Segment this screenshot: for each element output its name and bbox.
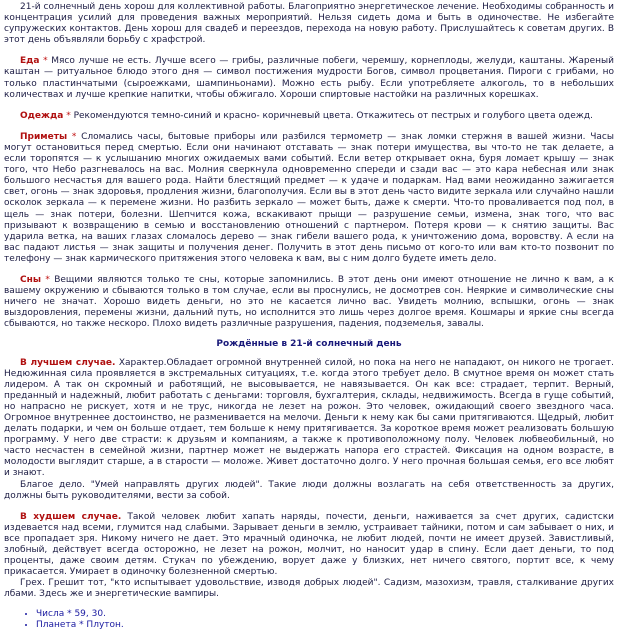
- omens-star: *: [71, 131, 77, 142]
- best-case-heading: В лучшем случае.: [20, 357, 116, 368]
- worst-case-paragraph: [4, 512, 614, 579]
- worst-case-text: Такой человек любит хапать наряды, почести, деньги, наживается за счет других, садистски издевается над всеми, глумится над слабыми. Зарывает деньги в землю, устраивает тайники, потом и сам забывает о них, и все пропадает зря. Никому ничего не дает. Это мрачный одиночка, не любит людей, почти не имеет друзей. Завистливый, злобный, действует всегда осторожно, не лезет на рожон, молчит, но наносит удар в спину. Если дает деньги, то под проценты, даже своим детям. Стукач по убеждению, ворует даже у близких, нет ничего святого, портит все, к чему прикасается. Умирает в одиночку болезненной смертью.: [4, 511, 614, 578]
- omens-paragraph: [4, 132, 614, 265]
- clothes-star: *: [66, 110, 71, 121]
- intro-paragraph: 21-й солнечный день хорош для коллективной работы. Благоприятно энергетическое лечение. Необходимы собранность и концентрация усилий для проведения важных мероприятий. Нельзя сидеть дома и быть в одиночестве. Не избегайте супружеских контактов. День хорош для свадеб и переездов, перехода на новую работу. Прислушайтесь к советам других. В этот день объявляли борьбу с храфстрой.: [4, 2, 614, 46]
- dreams-star: *: [45, 274, 50, 285]
- omens-heading: Приметы: [20, 131, 68, 142]
- born-section-title: Рождённые в 21-й солнечный день: [216, 339, 402, 350]
- food-paragraph: [4, 56, 614, 100]
- list-item-numbers: • Числа * 59, 30.: [36, 609, 614, 620]
- clothes-paragraph: [4, 111, 614, 122]
- best-case-text: Характер.Обладает огромной внутренней силой, но пока на него не нападают, он никого не трогает. Недюжинная сила проявляется в экстремальных ситуациях, т.е. когда этого требует дело. В смутное время он может стать лидером. А так он скромный и работящий, не высовывается, не навязывается. Он как все: страдает, терпит. Верный, преданный и надежный, любит работать с деньгами: торговля, бухгалтерия, склады, недвижимость. Всегда в гуще событий, но напрасно не рискует, хотя и не трус, никогда не лезет на рожон. Это человек, ожидающий своего звездного часа. Огромное внутреннее достоинство, не разменивается на мелочи. Деньги к нему как бы сами притягиваются. Щедрый, любит делать подарки, и чем он больше отдает, тем больше к нему притягивается. За короткое время может реализовать большую программу. У него две страсти: к друзьям и компаниям, а также к противоположному полу. Человек любвеобильный, но часто несчастен в семейной жизни, партнер может не выдержать напора его страстей. Фиксация на одном возрасте, в молодости выглядит старше, а в старости — моложе. Живет достаточно долго. У него прочная большая семья, его все любят и знают.: [4, 357, 614, 479]
- dreams-text: Вещими являются только те сны, которые запомнились. В этот день они имеют отношение не лично к вам, а к вашему окружению и сбываются только в том случае, если вы проснулись, не досмотрев сон. Неяркие и символические сны ничего не значат. Хорошо видеть деньги, но это не касается лично вас. Увидеть молнию, вспышки, огонь — знак выздоровления, перемены жизни, дальний путь, но исполнится это лишь через долгое время. Кошмары и яркие сны всегда сбываются, но также нескоро. Плохо видеть различные разрушения, падения, подземелья, завалы.: [4, 274, 614, 330]
- list-item-planet: • Планета * Плутон.: [36, 620, 614, 631]
- best-case-extra: Благое дело. "Умей направлять других людей". Такие люди должны возлагать на себя ответственность за других, должны быть руководителями, вести за собой.: [4, 479, 614, 501]
- omens-text: Сломались часы, бытовые приборы или разбился термометр — знак ломки стержня в вашей жизни. Часы могут остановиться перед смертью. Если они начинают отставать — знак потери имущества, вы что-то не так делаете, а если торопятся — к услышанию многих ожидаемых вами событий. Если ветер открывает окна, буря ломает крышу — знак того, что Небо разгневалось на вас. Молния сверкнула одновременно спереди и сзади вас — это кара небесная или знак большого несчастья для вашего рода. Найти блестящий предмет — к удаче и подаркам. Над вами неожиданно зажигается свет, огонь — знак здоровья, продления жизни, благополучия. Если вы в этот день часто видите зеркала или случайно нашли осколок зеркала — к перемене жизни. Но разбить зеркало — может быть, даже к смерти. Что-то проваливается под пол, в щель — знак потери, болезни. Шепчится кожа, вскакивают прыщи — разрушение семьи, измена, знак того, что вас призывают к возвращению в семью и восстановлению отношений с партнером. Потеря крови — к снятию защиты. Вас ударила ветка, на ваших глазах сломалось дерево — знак гибели вашего рода, к уничтожению дома, воровству. А если на вас падают листья — знак защиты и получения денег. Получить в этот день письмо от кого-то или вам кто-то позвонит по телефону — знак кармического притяжения этого человека к вам, вы с ним долго будете иметь дело.: [4, 131, 614, 264]
- dreams-paragraph: [4, 275, 614, 330]
- food-star: *: [43, 56, 48, 67]
- worst-case-heading: В худшем случае.: [20, 511, 122, 522]
- food-text: Мясо лучше не есть. Лучше всего — грибы, различные побеги, черемшу, корнеплоды, желуди, каштаны. Жареный каштан — ритуальное блюдо этого дня — символ постижения мудрости Богов, символ процветания. Пироги с грибами, но только пластинчатыми (сыроежками, шампиньонами). Можно есть рыбу. Если употребляете алкоголь, то в небольших количествах и лучше крепкие напитки, чтобы обжигало. Хороши спиртовые настойки на различных корешках.: [4, 56, 614, 100]
- best-case-paragraph: [4, 358, 614, 480]
- clothes-text: Рекомендуются темно-синий и красно- коричневый цвета. Откажитесь от пестрых и голубого цвета одежд.: [70, 110, 593, 121]
- worst-case-extra: Грех. Грешит тот, "кто испытывает удовольствие, изводя добрых людей". Садизм, мазохизм, травля, сталкивание других лбами. Здесь же и энергетические вампиры.: [4, 578, 614, 600]
- facts-list: [4, 609, 614, 631]
- dreams-heading: Сны: [20, 274, 41, 285]
- food-heading: Еда: [20, 56, 40, 67]
- clothes-heading: Одежда: [20, 110, 64, 121]
